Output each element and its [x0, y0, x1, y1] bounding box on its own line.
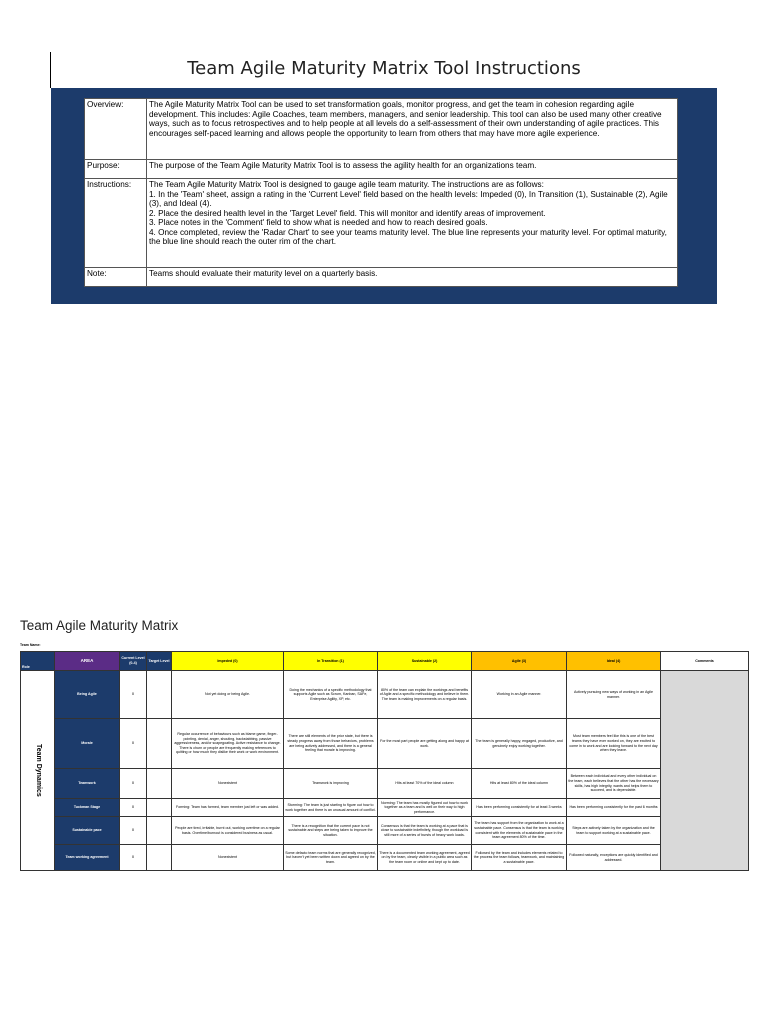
- transition-cell: There are still elements of the prior state, but there is steady progress away from those behaviors, problems are being actively addressed, and there is a general feeling that morale is improving.: [284, 719, 378, 769]
- area-cell: Team working agreement: [55, 845, 120, 871]
- row-label: Purpose:: [85, 160, 147, 179]
- row-label: Instructions:: [85, 179, 147, 268]
- current-level-cell[interactable]: 0: [120, 799, 147, 817]
- target-level-cell[interactable]: [147, 719, 172, 769]
- target-level-cell[interactable]: [147, 799, 172, 817]
- ideal-cell: Steps are actively taken by the organization and the team to support working at a sustainable pace.: [567, 817, 661, 845]
- team-name-label: Team Name:: [20, 643, 41, 647]
- header-in-transition: In Transition (1): [284, 652, 378, 671]
- header-impeded: Impeded (0): [172, 652, 284, 671]
- header-comments: Comments: [661, 652, 749, 671]
- table-row: [21, 671, 749, 719]
- impeded-cell: Nonexistent: [172, 845, 284, 871]
- target-level-cell[interactable]: [147, 671, 172, 719]
- comments-cell[interactable]: [661, 671, 749, 871]
- transition-cell: There is a recognition that the current pace is not sustainable and steps are being taken to improve the situation.: [284, 817, 378, 845]
- current-level-cell[interactable]: 0: [120, 769, 147, 799]
- header-role: Role: [21, 652, 55, 671]
- ideal-cell: Between each individual and every other individual on the team, each believes that the other has the necessary skills, has high integrity, wants and helps them to succeed, and is dependable.: [567, 769, 661, 799]
- target-level-cell[interactable]: [147, 769, 172, 799]
- table-row: [21, 817, 749, 845]
- instructions-title: Team Agile Maturity Matrix Tool Instructions: [187, 58, 581, 79]
- sustainable-cell: Consensus is that the team is working at a pace that is close to sustainable indefinitely, though the workload is still more of a series of bursts of heavy work loads.: [378, 817, 472, 845]
- header-area: AREA: [55, 652, 120, 671]
- header-current-level: Current Level (0-4): [120, 652, 147, 671]
- agile-cell: Hits at least 80% of the ideal column: [472, 769, 567, 799]
- maturity-matrix-table: [20, 651, 749, 871]
- agile-cell: Working in an Agile manner.: [472, 671, 567, 719]
- current-level-cell[interactable]: 0: [120, 845, 147, 871]
- instruction-line: The Team Agile Maturity Matrix Tool is designed to gauge agile team maturity. The instructions are as follows:: [149, 180, 544, 189]
- sustainable-cell: There is a documented team working agreement, agreed on by the team, clearly visible in a public area such as the team room or online and kept up to date.: [378, 845, 472, 871]
- transition-cell: Some defacto team norms that are generally recognized, but haven't yet been written down and agreed on by the team.: [284, 845, 378, 871]
- agile-cell: The team is generally happy, engaged, productive, and genuinely enjoy working together.: [472, 719, 567, 769]
- area-cell: Tuckman Stage: [55, 799, 120, 817]
- area-cell: Sustainable pace: [55, 817, 120, 845]
- instructions-row-overview: [85, 99, 678, 160]
- target-level-cell[interactable]: [147, 817, 172, 845]
- row-text: The Agile Maturity Matrix Tool can be used to set transformation goals, monitor progress, and get the team in cohesion regarding agile development. This includes: Agile Coaches, team members, managers, and senior leadership. This tool can also be used many other creative ways, such as to focus retrospectives and to help people at all levels do a self-assessment of their own understanding of agile practices. This encourages self-paced learning and allows people the opportunity to learn from others that may have more agile experience.: [147, 99, 678, 160]
- instructions-row-instructions: [85, 179, 678, 268]
- impeded-cell: Regular occurrence of behaviours such as blame game, finger-pointing, denial, anger, shouting, backstabbing, passive aggressiveness, and/or scapegoating. Active resistance to change. There is churn or people are frequently making references to quitting or how much they dislike their work or work environment.: [172, 719, 284, 769]
- table-row: [21, 719, 749, 769]
- area-cell: Teamwork: [55, 769, 120, 799]
- row-label: Overview:: [85, 99, 147, 160]
- current-level-cell[interactable]: 0: [120, 719, 147, 769]
- sustainable-cell: For the most part people are getting along and happy at work.: [378, 719, 472, 769]
- impeded-cell: People are tired, irritable, burnt out, working overtime on a regular basis. Overtime/burnout is considered business as usual.: [172, 817, 284, 845]
- table-row: [21, 769, 749, 799]
- target-level-cell[interactable]: [147, 845, 172, 871]
- instructions-table: [84, 98, 678, 287]
- impeded-cell: Forming: Team has formed, team member just left or was added.: [172, 799, 284, 817]
- row-label: Note:: [85, 268, 147, 287]
- instructions-row-note: [85, 268, 678, 287]
- current-level-cell[interactable]: 0: [120, 671, 147, 719]
- ideal-cell: Most team members feel like this is one of the best teams they have ever worked on, they are excited to come in to work and are looking forward to the next day when they leave.: [567, 719, 661, 769]
- current-level-cell[interactable]: 0: [120, 817, 147, 845]
- instructions-row-purpose: [85, 160, 678, 179]
- row-text: Teams should evaluate their maturity level on a quarterly basis.: [147, 268, 678, 287]
- sustainable-cell: 80% of the team can explain the workings and benefits of Agile and a specific methodology and believe in them. The team is making improvements on a regular basis.: [378, 671, 472, 719]
- agile-cell: Has been performing consistently for at least 3 weeks: [472, 799, 567, 817]
- ideal-cell: Has been performing consistently for the past 6 months: [567, 799, 661, 817]
- header-target-level: Target Level: [147, 652, 172, 671]
- row-text: The purpose of the Team Agile Maturity Matrix Tool is to assess the agility health for an organizations team.: [147, 160, 678, 179]
- table-row: [21, 845, 749, 871]
- area-cell: Being Agile: [55, 671, 120, 719]
- transition-cell: Storming: The team is just starting to figure out how to work together and there is an unusual amount of conflict.: [284, 799, 378, 817]
- area-cell: Morale: [55, 719, 120, 769]
- table-row: [21, 799, 749, 817]
- ideal-cell: Actively pursuing new ways of working in an Agile manner.: [567, 671, 661, 719]
- matrix-header-row: [21, 652, 749, 671]
- row-text: [147, 179, 678, 268]
- agile-cell: The team has support from the organization to work at a sustainable pace. Consensus is that the team is working consistent with the elements of sustainable pace in the team agreement 80% of the time.: [472, 817, 567, 845]
- transition-cell: Doing the mechanics of a specific methodology that supports Agile such as Scrum, Kanban, SAFe, Enterprise Agility, XP, etc.: [284, 671, 378, 719]
- instruction-line: 4. Once completed, review the 'Radar Chart' to see your teams maturity level. The blue line represents your maturity level. For optimal maturity, the blue line should reach the outer rim of the chart.: [149, 227, 667, 246]
- ideal-cell: Followed naturally, exceptions are quickly identified and addressed.: [567, 845, 661, 871]
- sustainable-cell: Hits at least 70% of the ideal column: [378, 769, 472, 799]
- agile-cell: Followed by the team and includes elements related to the process the team follows, teamwork, and maintaining a sustainable pace.: [472, 845, 567, 871]
- header-agile: Agile (3): [472, 652, 567, 671]
- transition-cell: Teamwork is improving: [284, 769, 378, 799]
- instruction-line: 2. Place the desired health level in the 'Target Level' field. This will monitor and identify areas of improvement.: [149, 208, 546, 218]
- header-sustainable: Sustainable (2): [378, 652, 472, 671]
- impeded-cell: Nonexistent: [172, 769, 284, 799]
- impeded-cell: Not yet doing or being Agile.: [172, 671, 284, 719]
- category-team-dynamics: Team Dynamics: [21, 671, 55, 871]
- matrix-title: Team Agile Maturity Matrix: [20, 618, 179, 633]
- instruction-line: 1. In the 'Team' sheet, assign a rating in the 'Current Level' field based on the health levels: Impeded (0), In Transition (1), Sustainable (2), Agile (3), and Ideal (4).: [149, 189, 668, 208]
- instruction-line: 3. Place notes in the 'Comment' field to show what is needed and how to reach desired goals.: [149, 218, 488, 227]
- sustainable-cell: Norming: The team has mostly figured out how to work together as a team and is well on their way to high performance.: [378, 799, 472, 817]
- header-ideal: Ideal (4): [567, 652, 661, 671]
